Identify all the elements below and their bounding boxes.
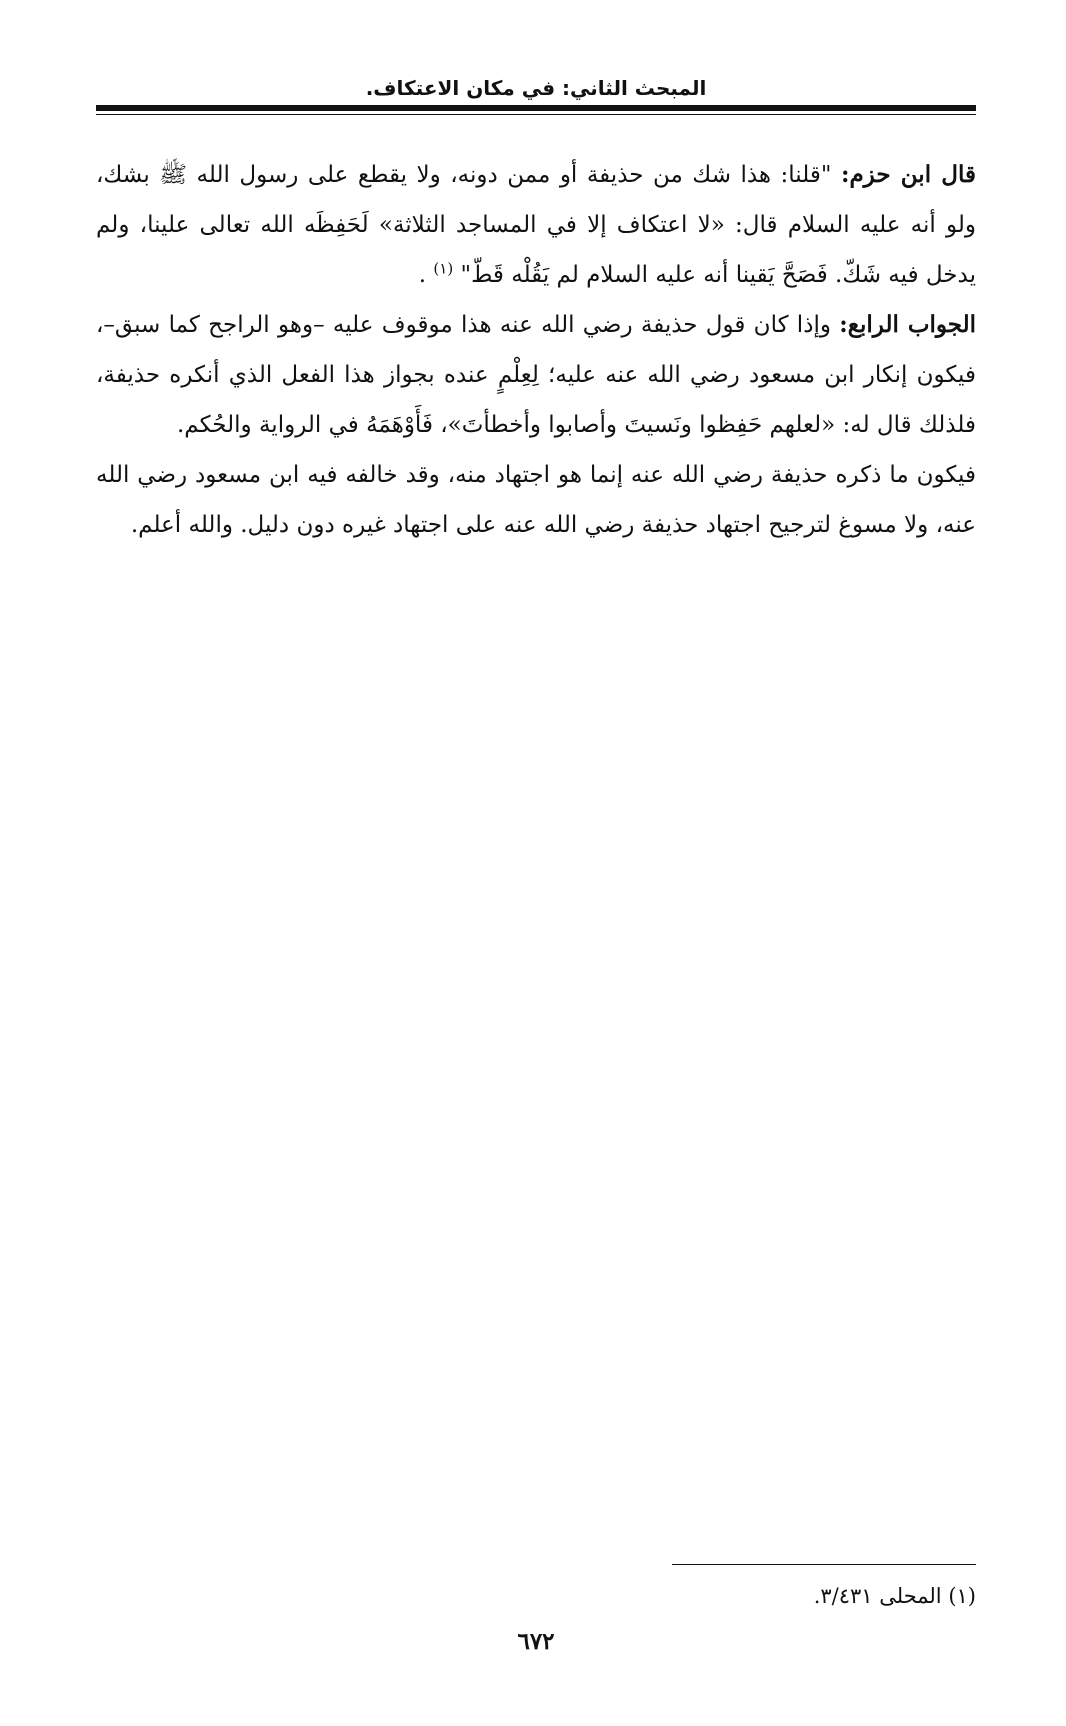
paragraph-conclusion [96,450,976,550]
paragraph-fourth-answer [96,300,976,450]
paragraph-ibn-hazm-quote [96,150,976,300]
header-rule-thin [96,114,976,115]
paragraph-body: وإذا كان قول حذيفة رضي الله عنه هذا موقوف عليه –وهو الراجح كما سبق–، فيكون إنكار ابن مسعود رضي الله عنه عليه؛ لِعِلْمٍ عنده بجواز هذا الفعل الذي أنكره حذيفة، فلذلك قال له: «لعلهم حَفِظوا ونَسيتَ وأصابوا وأخطأتَ»، فَأَوْهَمَهُ في الرواية والحُكم. [96,312,976,438]
paragraph-body: فيكون ما ذكره حذيفة رضي الله عنه إنما هو اجتهاد منه، وقد خالفه فيه ابن مسعود رضي الله عنه، ولا مسوغ لترجيح اجتهاد حذيفة رضي الله عنه على اجتهاد غيره دون دليل. والله أعلم. [96,462,976,538]
paragraph-body: "قلنا: هذا شك من حذيفة أو ممن دونه، ولا يقطع على رسول الله ﷺ بشك، ولو أنه عليه السلام قال: «لا اعتكاف إلا في المساجد الثلاثة» لَحَفِظَه الله تعالى علينا، ولم يدخل فيه شَكّ. فَصَحَّ يَقينا أنه عليه السلام لم يَقُلْه قَطّ" [96,162,976,288]
footnote-reference[interactable]: (١) [433,259,454,278]
footnote-separator [672,1564,976,1565]
page-number: ٦٧٢ [517,1628,555,1655]
main-text [96,150,976,550]
header-rule-thick [96,105,976,111]
paragraph-lead: قال ابن حزم: [840,161,976,188]
paragraph-tail: . [418,262,427,288]
chapter-section-title: المبحث الثاني: في مكان الاعتكاف. [365,76,707,100]
paragraph-lead: الجواب الرابع: [839,311,977,338]
footnote-1: (١) المحلى ٣/٤٣١. [813,1584,976,1608]
